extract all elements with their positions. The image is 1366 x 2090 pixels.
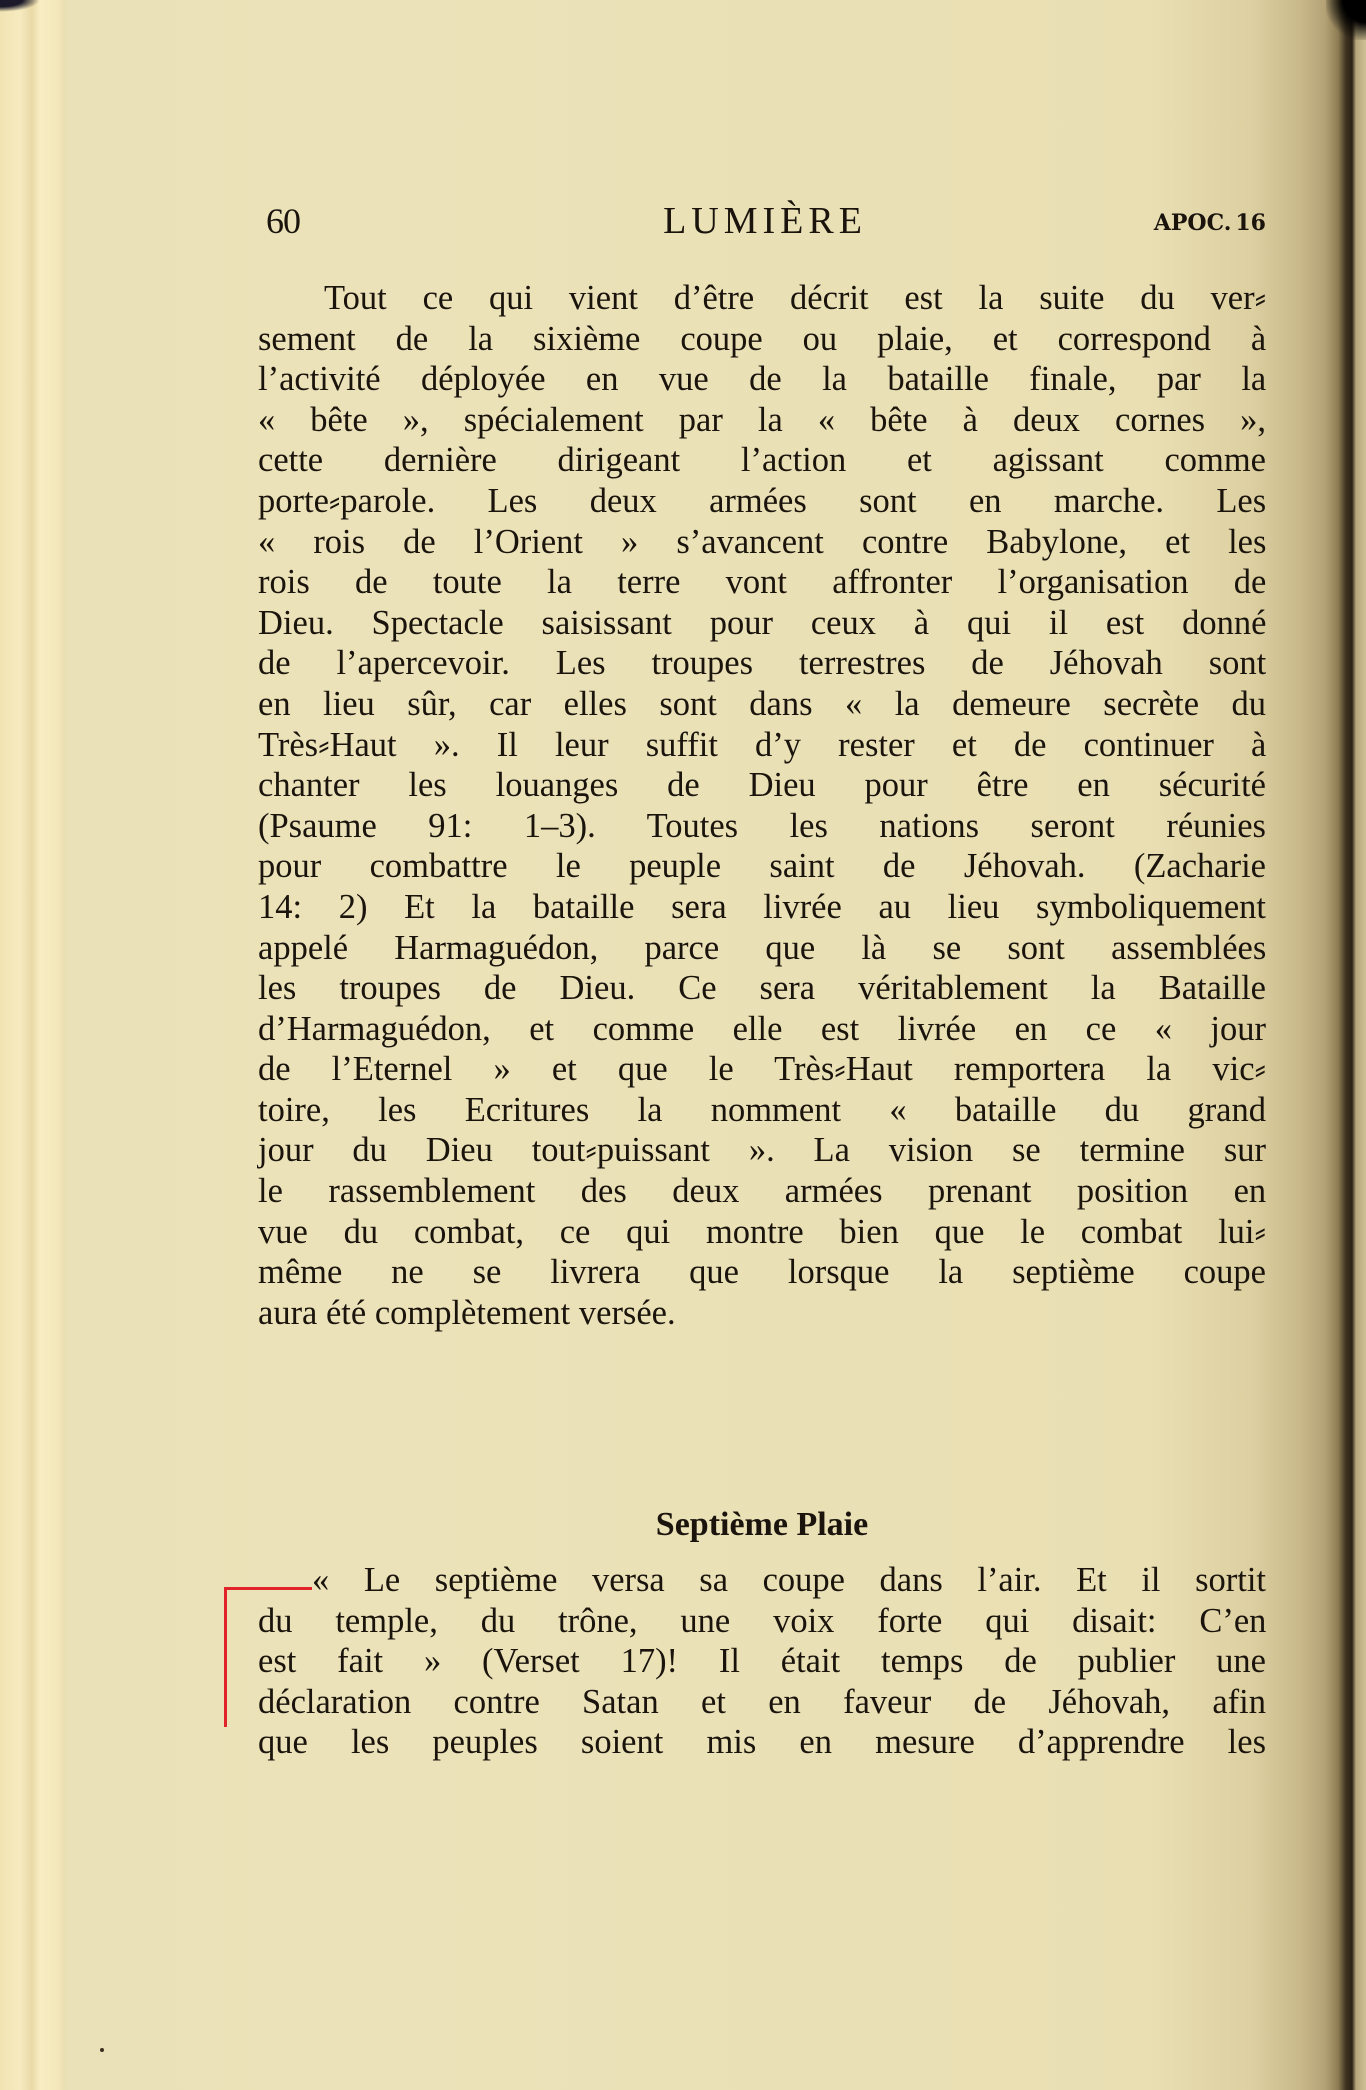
- text-line: que les peuples soient mis en mesure d’apprendre les: [258, 1723, 1266, 1762]
- text-line: le rassemblement des deux armées prenant position en: [258, 1172, 1267, 1211]
- section-ref-label: APOC.: [1153, 210, 1232, 236]
- text-line: « bête », spécialement par la « bête à deux cornes »,: [258, 400, 1266, 439]
- text-line: aura été complètement versée.: [258, 1293, 676, 1332]
- text-line: de l’apercevoir. Les troupes terrestres de Jéhovah sont: [258, 644, 1267, 683]
- text-line: pour combattre le peuple saint de Jéhovah. (Zacharie: [258, 847, 1266, 886]
- section-reference: [1154, 198, 1266, 248]
- text-line: porte⸗parole. Les deux armées sont en marche. Les: [258, 481, 1267, 520]
- text-line: toire, les Ecritures la nomment « bataille du grand: [258, 1090, 1266, 1129]
- text-line: d’Harmaguédon, et comme elle est livrée en ce « jour: [258, 1009, 1266, 1048]
- text-line: 14: 2) Et la bataille sera livrée au lieu symboliquement: [258, 887, 1266, 926]
- page-corner-shadow-right: [1326, 0, 1366, 40]
- paragraph-2: [258, 1560, 1266, 1763]
- text-line: même ne se livrera que lorsque la septième coupe: [258, 1253, 1266, 1292]
- page-number: 60: [266, 201, 300, 241]
- text-line: Dieu. Spectacle saisissant pour ceux à qui il est donné: [258, 603, 1267, 642]
- text-line: « Le septième versa sa coupe dans l’air. Et il sortit: [312, 1561, 1266, 1599]
- text-line: Tout ce qui vient d’être décrit est la suite du ver⸗: [324, 279, 1267, 317]
- text-line: de l’Eternel » et que le Très⸗Haut remportera la vic⸗: [258, 1050, 1266, 1089]
- paper-speck: [100, 2048, 104, 2052]
- text-line: du temple, du trône, une voix forte qui disait: C’en: [258, 1601, 1267, 1640]
- text-line: appelé Harmaguédon, parce que là se sont assemblées: [258, 928, 1267, 967]
- text-line: vue du combat, ce qui montre bien que le combat lui⸗: [258, 1212, 1266, 1251]
- running-title: LUMIÈRE: [663, 200, 867, 242]
- text-line: (Psaume 91: 1–3). Toutes les nations seront réunies: [258, 806, 1266, 845]
- page-corner-shadow: [0, 0, 40, 12]
- text-line: en lieu sûr, car elles sont dans « la demeure secrète du: [258, 684, 1266, 723]
- running-header: [266, 196, 1266, 246]
- red-annotation-bracket-vertical: [224, 1587, 227, 1727]
- text-line: « rois de l’Orient » s’avancent contre Babylone, et les: [258, 522, 1267, 561]
- text-line: déclaration contre Satan et en faveur de Jéhovah, afin: [258, 1682, 1266, 1721]
- text-line: est fait » (Verset 17)! Il était temps de publier une: [258, 1642, 1266, 1681]
- text-line: chanter les louanges de Dieu pour être en sécurité: [258, 766, 1266, 805]
- paragraph-1: [258, 278, 1266, 1333]
- text-line: rois de toute la terre vont affronter l’organisation de: [258, 563, 1267, 602]
- text-line: cette dernière dirigeant l’action et agissant comme: [258, 441, 1266, 480]
- text-line: sement de la sixième coupe ou plaie, et correspond à: [258, 319, 1267, 358]
- text-line: les troupes de Dieu. Ce sera véritablement la Bataille: [258, 969, 1266, 1008]
- text-line: Très⸗Haut ». Il leur suffit d’y rester et de continuer à: [258, 725, 1267, 764]
- section-heading: Septième Plaie: [655, 1506, 869, 1543]
- section-ref-number: 16: [1235, 210, 1266, 236]
- text-line: l’activité déployée en vue de la bataille finale, par la: [258, 360, 1267, 399]
- text-line: jour du Dieu tout⸗puissant ». La vision se termine sur: [258, 1131, 1266, 1170]
